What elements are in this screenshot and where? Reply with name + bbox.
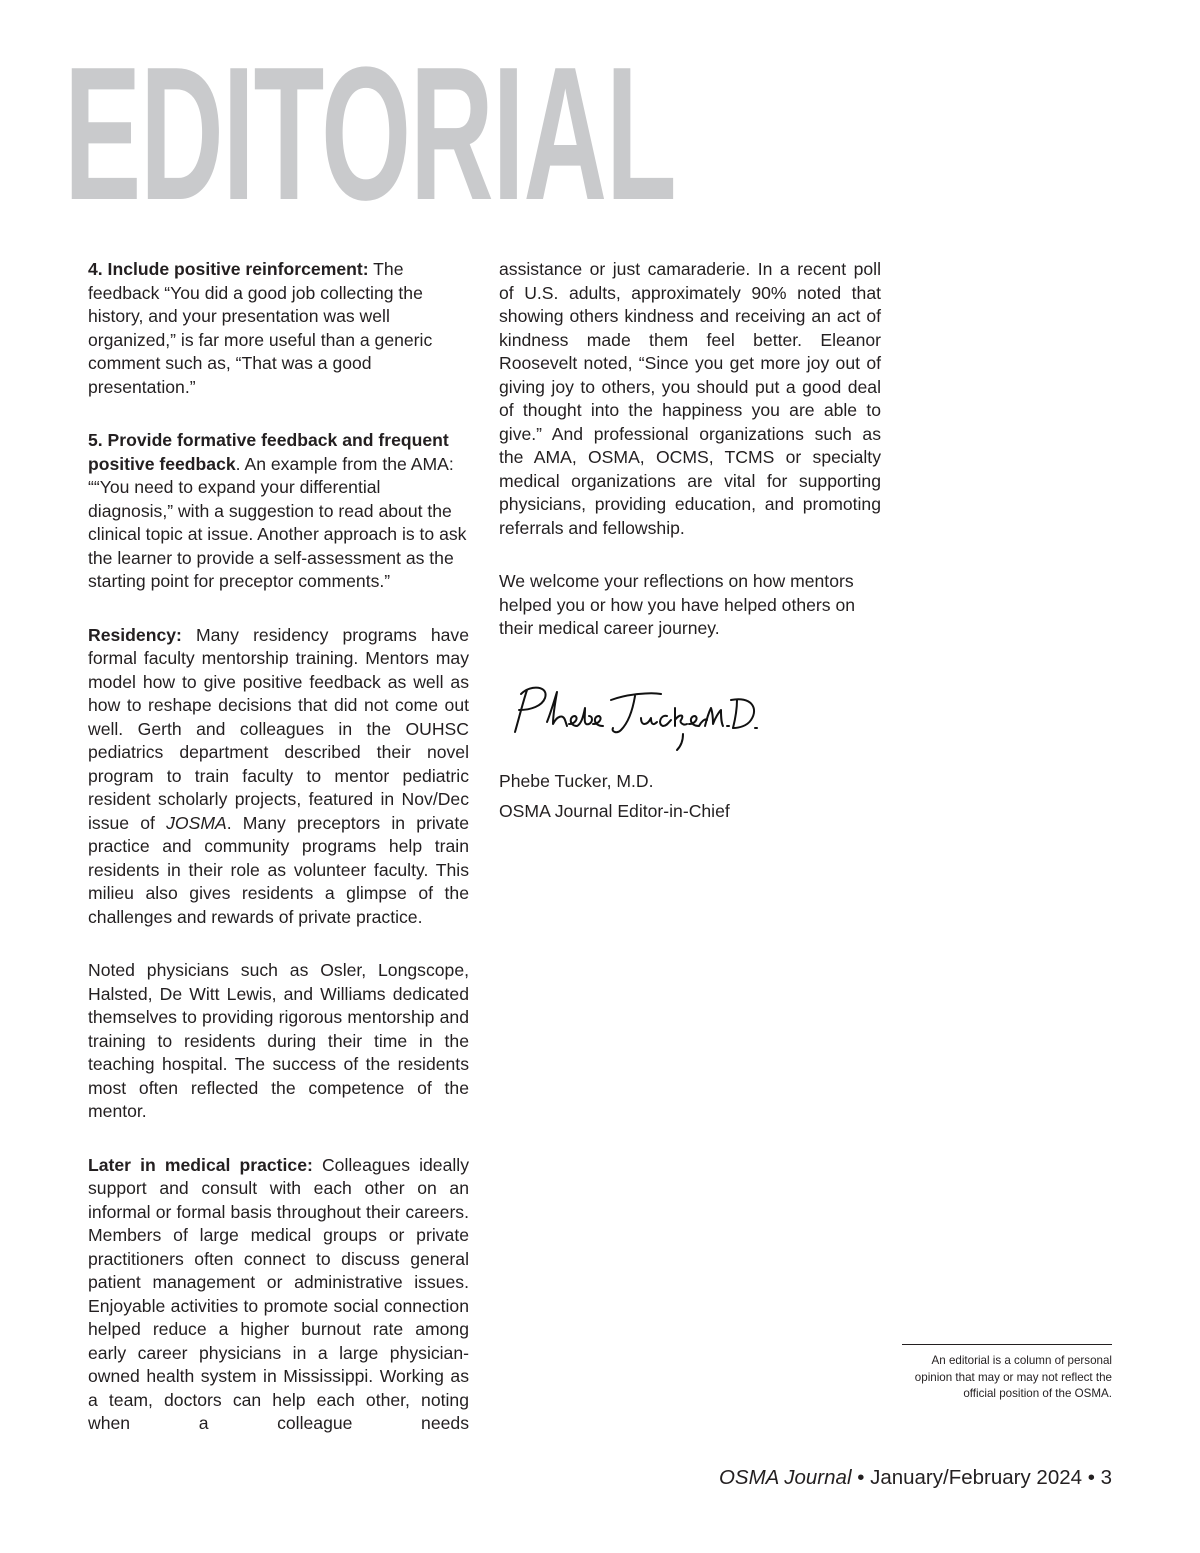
author-title: OSMA Journal Editor-in-Chief — [499, 801, 730, 821]
paragraph-positive-reinforcement — [88, 258, 469, 399]
paragraph-heading: Residency: — [88, 624, 182, 645]
handwritten-signature — [501, 678, 771, 758]
paragraph-camaraderie: assistance or just camaraderie. In a recent poll of U.S. adults, approximately 90% noted that showing others kindness and receiving an act of kindness made them feel better. Eleanor Roosevelt noted, “Since you get more joy out of giving joy to others, you should put a good deal of thought into the happiness you are able to give.” And professional organizations such as the AMA, OSMA, OCMS, TCMS or specialty medical organizations are vital for supporting physicians, providing education, and promoting referrals and fellowship. — [499, 259, 881, 538]
paragraph-heading: Later in medical practice: — [88, 1154, 313, 1175]
paragraph-heading: 4. Include positive reinforcement: — [88, 259, 369, 279]
author-name: Phebe Tucker, M.D. — [499, 771, 654, 791]
paragraph-formative-feedback — [88, 429, 469, 594]
paragraph-text: The feedback “You did a good job collecting the history, and your presentation was well organized,” is far more useful than a generic comment such as, “That was a good presentation.” — [88, 259, 433, 397]
paragraph-welcome-reflections: We welcome your reflections on how mentors helped you or how you have helped others on their medical career journey. — [499, 571, 856, 638]
page-number: 3 — [1100, 1466, 1112, 1489]
journal-name: JOSMA — [166, 812, 227, 833]
paragraph-later-practice — [88, 1154, 469, 1436]
paragraph-residency — [88, 624, 469, 930]
paragraph-noted-physicians — [88, 959, 469, 1124]
paragraph-text: Colleagues ideally support and consult with each other on an informal or formal basis throughout their careers. Members of large medical groups or private practitioners often connect to discuss general patient management or administrative issues. Enjoyable activities to promote social connection helped reduce a higher burnout rate among early career physicians in a large physician-owned health system in Mississippi. Working as a team, doctors can help each other, noting when a colleague needs — [88, 1154, 469, 1433]
paragraph-text: Many residency programs have formal faculty mentorship training. Mentors may model how to give positive feedback as well as how to reshape decisions that did not come out well. Gerth and colleagues in the OUHSC pediatrics department described their novel program to train faculty to mentor pediatric resident scholarly projects, featured in Nov/Dec issue of — [88, 624, 469, 833]
paragraph-text: Noted physicians such as Osler, Longscope, Halsted, De Witt Lewis, and Williams dedicated themselves to providing rigorous mentorship and training to residents during their time in the teaching hospital. The success of the residents most often reflected the competence of the mentor. — [88, 960, 469, 1121]
disclaimer-text: An editorial is a column of personal opinion that may or may not reflect the official position of the OSMA. — [914, 1354, 1112, 1400]
editorial-disclaimer — [902, 1344, 1112, 1403]
publication-name: OSMA Journal — [718, 1466, 852, 1489]
signature-block — [499, 766, 730, 826]
page-footer — [719, 1466, 1112, 1490]
issue-date: • January/February 2024 • — [851, 1466, 1101, 1489]
masthead-title: EDITORIAL — [64, 44, 676, 224]
paragraph-text: . Many preceptors in private practice and community programs help train residents in their role as volunteer faculty. This milieu also gives residents a glimpse of the challenges and rewards of private practice. — [88, 812, 469, 927]
paragraph-text: . An example from the AMA: ““You need to expand your differential diagnosis,” with a suggestion to read about the clinical topic at issue. Another approach is to ask the learner to provide a self-assessment as the starting point for preceptor comments.” — [88, 453, 467, 591]
masthead — [64, 44, 704, 224]
paragraph-heading: 5. Provide formative feedback and frequent positive feedback — [88, 430, 449, 474]
left-column — [88, 258, 469, 1466]
right-column — [499, 258, 881, 671]
